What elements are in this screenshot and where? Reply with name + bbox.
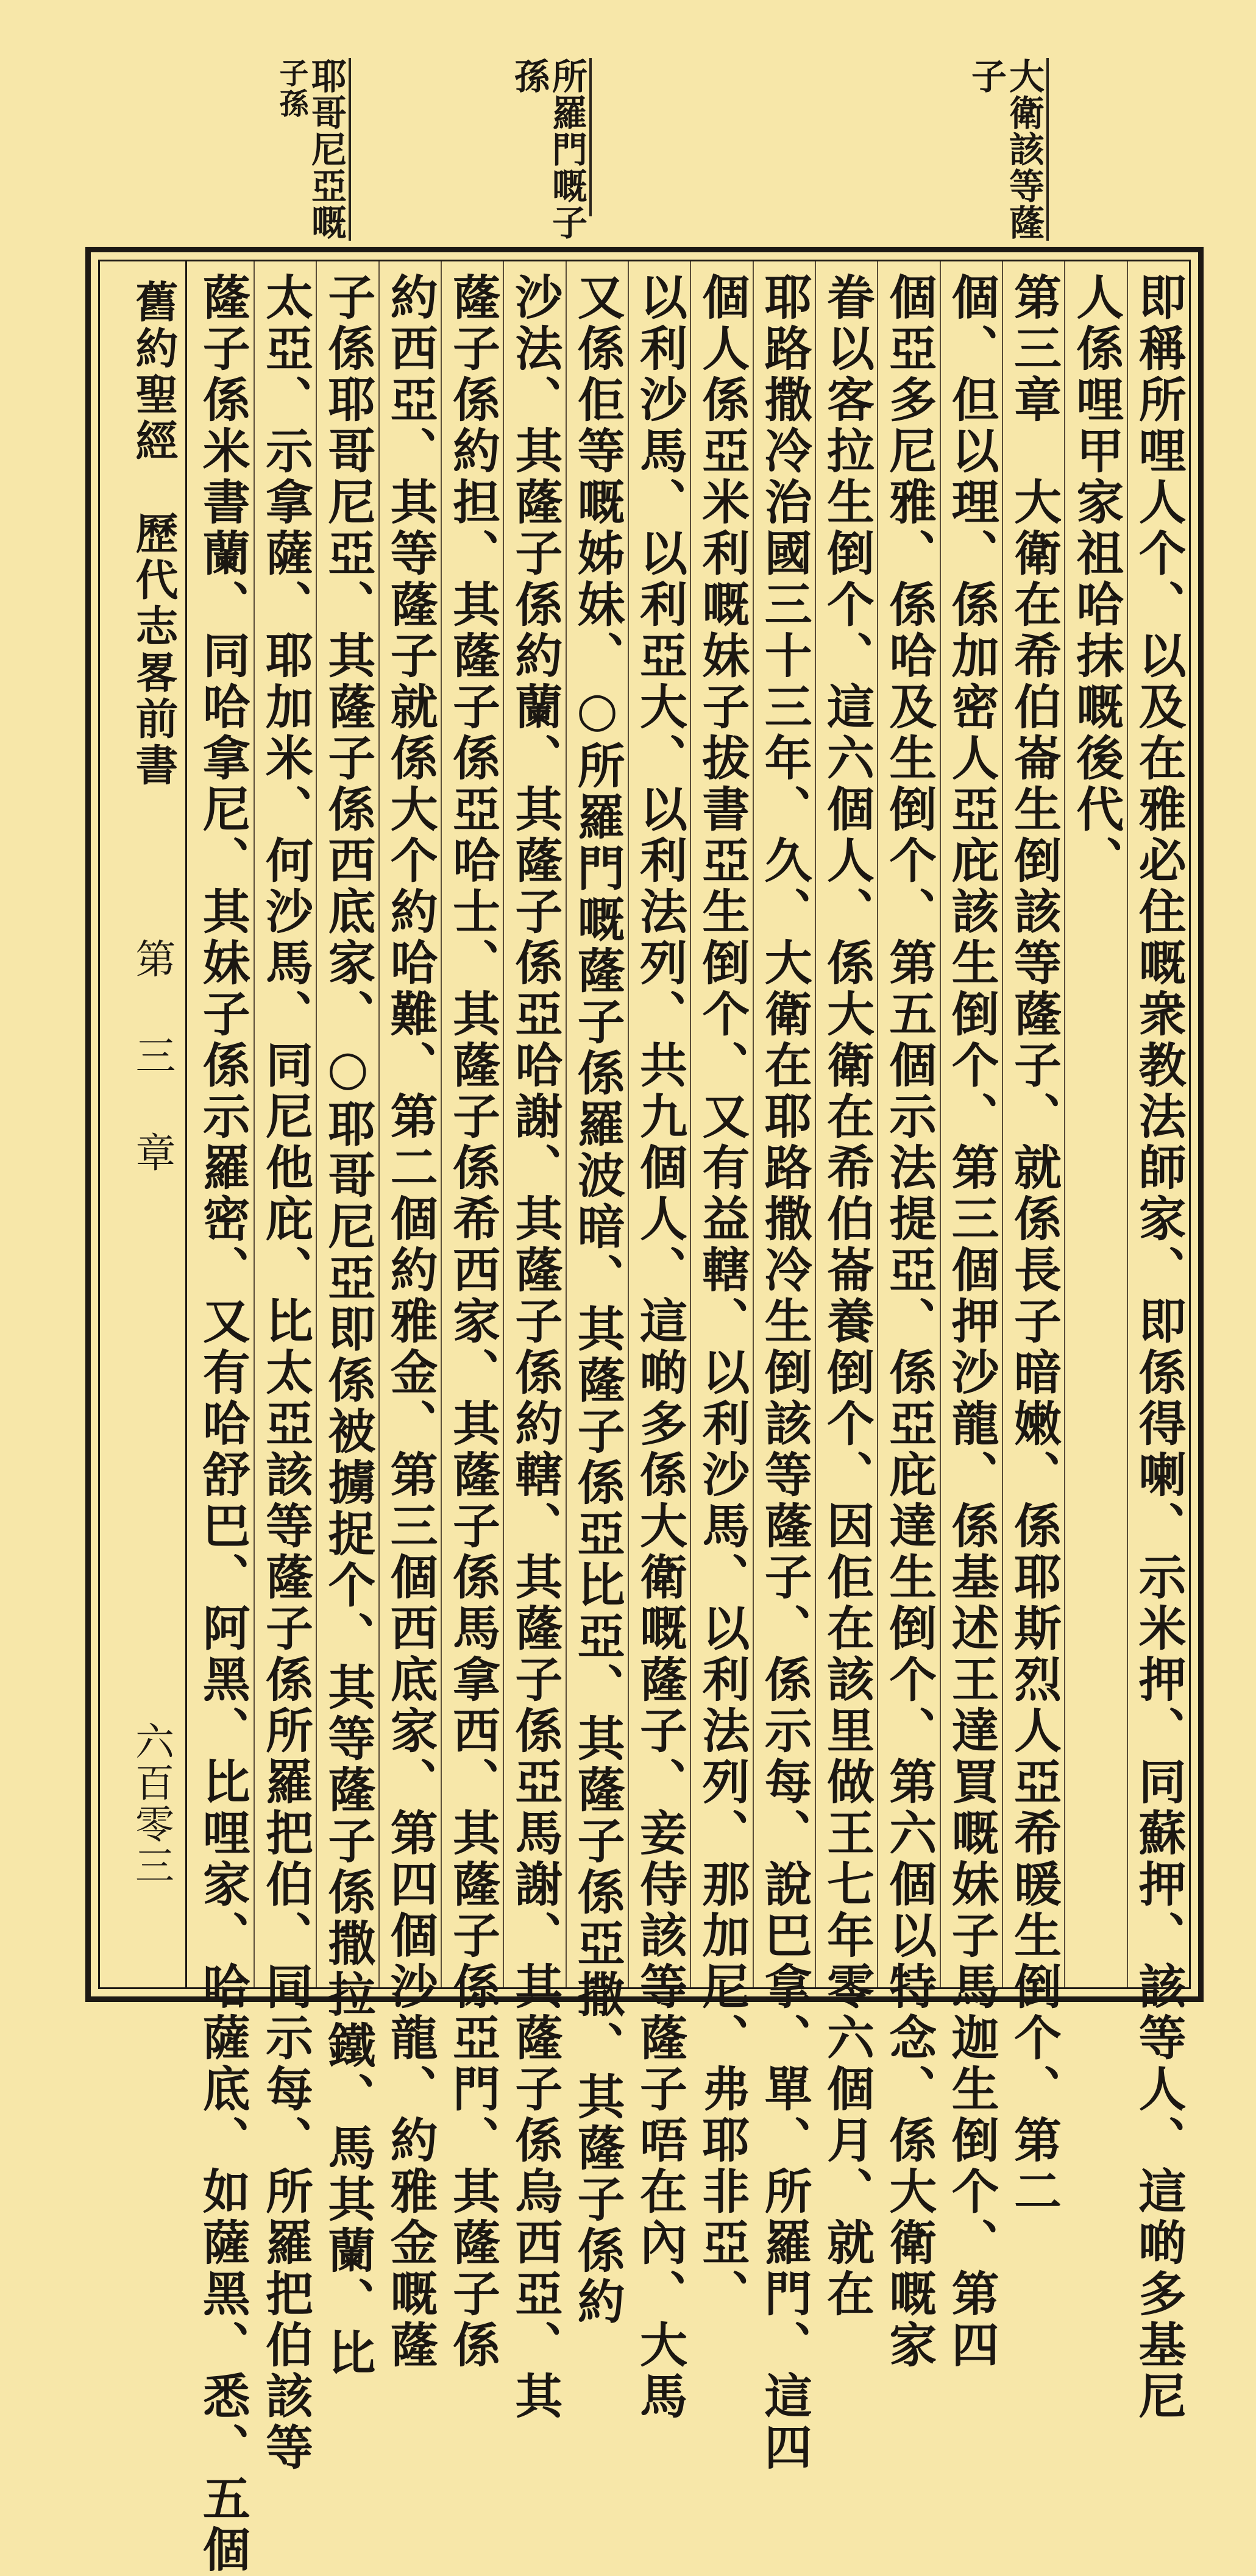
- page-frame: [85, 247, 1204, 2576]
- marginal-note-jechonias: [274, 58, 351, 241]
- text-column: [628, 261, 690, 2422]
- column-text: 蕯子係米書蘭、同哈拿尼、其妹子係示羅密、又有哈舒巴、阿黑、比哩家、哈薩底、如薩黑、悉、五個: [194, 272, 250, 2576]
- marginal-note-solomon: [509, 58, 592, 241]
- column-text: 即稱所哩人个、以及在雅必住嘅衆教法師家、即係得喇、示米押、同蘇押、該等人、這啲多基尼: [1130, 272, 1187, 2422]
- column-text: 蕯子係約担、其蕯子係亞哈士、其蕯子係希西家、其蕯子係馬拿西、其蕯子係亞門、其蕯子係: [445, 272, 500, 2371]
- column-text: 個、但以理、係加密人亞庇該生倒个、第三個押沙龍、係基述王達買嘅妹子馬迦生倒个、第四: [943, 272, 999, 2371]
- text-column: [690, 261, 752, 2320]
- running-header: [100, 261, 187, 1987]
- text-column: [1127, 261, 1189, 2422]
- text-column: [566, 261, 628, 2328]
- chapter-reference: 第 三 章: [129, 938, 176, 1177]
- text-column: [441, 261, 503, 2371]
- text-column: [191, 261, 254, 2576]
- page-frame-inner: [98, 260, 1191, 2576]
- text-column: [503, 261, 565, 2422]
- column-text: 第三章 大衛在希伯崙生倒該等蕯子、就係長子暗嫩、係耶斯烈人亞希暖生倒个、第二: [1006, 272, 1062, 2218]
- column-text: 個人係亞米利嘅妹子拔書亞生倒个、又有益轄、以利沙馬、以利法列、那加尼、弗耶非亞、: [694, 272, 750, 2320]
- text-column: [1064, 261, 1126, 1987]
- column-text: 耶路撒冷治國三十三年、久、大衛在耶路撒冷生倒該等蕯子、係示每、說巴拿、單、所羅門、這四: [756, 272, 812, 2474]
- text-column: [316, 261, 378, 2379]
- page-number: 六百零三: [129, 1721, 174, 1887]
- column-text: 以利沙馬、以利亞大、以利法列、共九個人、這啲多係大衛嘅蕯子、妾侍該等蕯子唔在內、大馬: [631, 272, 687, 2422]
- text-column: [254, 261, 316, 2474]
- column-text: 太亞、示拿薩、耶加米、何沙馬、同尼他庇、比太亞該等蕯子係所羅把伯、同示每、所羅把伯該等: [258, 272, 314, 2474]
- column-text: 個亞多尼雅、係哈及生倒个、第五個示法提亞、係亞庇達生倒个、第六個以特念、係大衛嘅家: [881, 272, 937, 2371]
- note-line: 所羅門嘅子: [546, 58, 587, 241]
- note-bar: [589, 58, 592, 216]
- text-column: [940, 261, 1002, 2371]
- note-line: 子: [965, 58, 1007, 94]
- book-title: 舊約聖經 歷代志畧前書: [129, 280, 179, 789]
- note-bar: [1046, 58, 1049, 241]
- note-line: 孫: [508, 58, 550, 94]
- text-column: [815, 261, 877, 2320]
- column-text: 子係耶哥尼亞、其蕯子係西底家、○耶哥尼亞即係被擄捉个、其等蕯子係撒拉鐵、馬其蘭、比: [320, 272, 376, 2379]
- text-column-chapter-start: [1002, 261, 1064, 2218]
- note-line: 子孫: [274, 58, 308, 119]
- text-column: [753, 261, 815, 2474]
- text-column: [877, 261, 939, 2371]
- text-column: [378, 261, 441, 2371]
- marginal-note-david: [966, 58, 1049, 241]
- column-text: 約西亞、其等蕯子就係大个約哈難、第二個約雅金、第三個西底家、第四個沙龍、約雅金嘅蕯: [382, 272, 438, 2371]
- note-bar: [349, 58, 351, 241]
- column-text: 沙法、其蕯子係約蘭、其蕯子係亞哈謝、其蕯子係約轄、其蕯子係亞馬謝、其蕯子係烏西亞、其: [507, 272, 563, 2422]
- note-line: 大衛該等蕯: [1003, 58, 1045, 241]
- column-text: 人係哩甲家祖哈抹嘅後代、: [1068, 272, 1124, 887]
- column-text: 又係佢等嘅姊妹、○所羅門嘅蕯子係羅波暗、其蕯子係亞比亞、其蕯子係亞撒、其蕯子係約: [569, 272, 625, 2328]
- text-columns: [191, 261, 1189, 2576]
- note-line: 耶哥尼亞嘅: [305, 58, 347, 241]
- column-text: 眷以客拉生倒个、這六個人、係大衛在希伯崙養倒个、因佢在該里做王七年零六個月、就在: [818, 272, 875, 2320]
